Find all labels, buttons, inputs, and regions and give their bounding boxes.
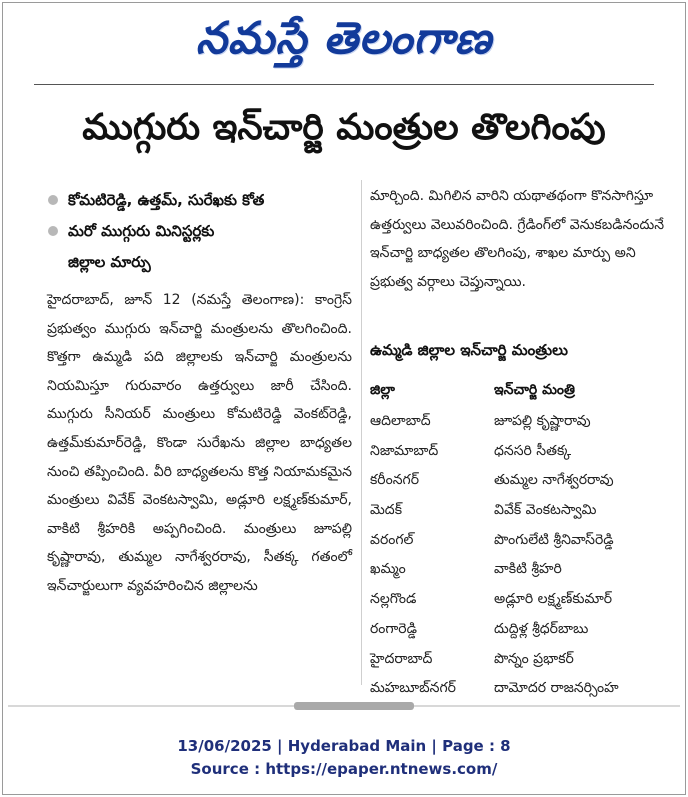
minister-cell: వివేక్‌ వెంకటస్వామి <box>494 502 597 519</box>
article-body-right-column: మార్చింది. మిగిలిన వారిని యథాతథంగా కొనసాగిస్తూ ఉత్తర్వులు వెలువరించింది. గ్రేడింగ్‌లో వెనుకబడినందునే ఇన్‌చార్జి బాధ్యతల తొలగింపు, శాఖల మార్పు అని ప్రభుత్వ వర్గాలు చెప్తున్నాయి. <box>370 188 665 290</box>
column-divider <box>361 180 362 685</box>
district-cell: కరీంనగర్‌ <box>370 472 419 489</box>
table-row <box>370 496 670 526</box>
minister-cell: జూపల్లి కృష్ణారావు <box>494 413 591 429</box>
newspaper-masthead: నమస్తే తెలంగాణ <box>195 13 493 64</box>
district-cell: నిజామాబాద్‌ <box>370 442 439 459</box>
horizontal-scrollbar[interactable] <box>8 700 680 712</box>
district-cell: వరంగల్‌ <box>370 531 414 548</box>
minister-cell: ధనసరి సీతక్క <box>494 442 572 459</box>
table-row <box>370 645 670 675</box>
minister-cell: దామోదర రాజనర్సింహ <box>494 680 619 697</box>
table-row <box>370 407 670 437</box>
minister-cell: అడ్లూరి లక్ష్మణ్‌కుమార్‌ <box>494 591 613 608</box>
minister-cell: దుద్దిళ్ల శ్రీధర్‌బాబు <box>494 620 589 637</box>
header-district: జిల్లా <box>370 382 395 398</box>
minister-cell: వాకిటి శ్రీహరి <box>494 561 562 578</box>
district-cell: మహబూబ్‌నగర్‌ <box>370 680 456 697</box>
subheadline-bullets <box>46 185 366 278</box>
district-cell: రంగారెడ్డి <box>370 620 417 637</box>
incharge-ministers-table <box>370 373 670 704</box>
article-body-left-column: హైదరాబాద్‌, జూన్‌ 12 (నమస్తే తెలంగాణ): కాంగ్రెస్‌ ప్రభుత్వం ముగ్గురు ఇన్‌చార్జి మంత్రులను తొలగించింది. కొత్తగా ఉమ్మడి పది జిల్లాలకు ఇన్‌చార్జి మంత్రులను నియమిస్తూ గురువారం ఉత్తర్వులు జారీ చేసింది. ముగ్గురు సీనియర్‌ మంత్రులు కోమటిరెడ్డి వెంకట్‌రెడ్డి, ఉత్తమ్‌కుమార్‌రెడ్డి, కొండా సురేఖను జిల్లాల బాధ్యతల నుంచి తప్పించింది. వీరి బాధ్యతలను కొత్త నియామకమైన మంత్రులు వివేక్‌ వెంకటస్వామి, అడ్లూరి లక్ష్మణ్‌కుమార్‌, వాకిటి శ్రీహరికి అప్పగించింది. మంత్రులు జూపల్లి కృష్ణారావు, తుమ్మల నాగేశ్వరరావు, సీతక్క గతంలో ఇన్‌చార్జులుగా వ్యవహరించిన జిల్లాలను <box>47 292 352 594</box>
table-row <box>370 526 670 556</box>
district-cell: ఆదిలాబాద్‌ <box>370 413 431 429</box>
bullet-text: జిల్లాల మార్పు <box>68 253 151 271</box>
edition-info: 13/06/2025 | Hyderabad Main | Page : 8 <box>177 737 511 755</box>
table-row <box>370 466 670 496</box>
bullet-item <box>46 185 366 216</box>
table-row <box>370 555 670 585</box>
source-link[interactable]: Source : https://epaper.ntnews.com/ <box>190 760 498 778</box>
table-row <box>370 437 670 467</box>
bullet-item <box>46 216 366 247</box>
minister-cell: తుమ్మల నాగేశ్వరరావు <box>494 472 614 489</box>
district-cell: నల్లగొండ <box>370 591 417 608</box>
article-headline: ముగ్గురు ఇన్‌చార్జి మంత్రుల తొలగింపు <box>82 107 606 148</box>
bullet-dot-icon <box>48 195 58 205</box>
bullet-text: మరో ముగ్గురు మినిస్టర్లకు <box>68 222 215 240</box>
district-cell: ఖమ్మం <box>370 561 406 578</box>
masthead-divider <box>34 84 654 85</box>
incharge-table-title: ఉమ్మడి జిల్లాల ఇన్‌చార్జి మంత్రులు <box>370 341 568 359</box>
district-cell: మెదక్‌ <box>370 502 403 519</box>
header-minister: ఇన్‌చార్జి మంత్రి <box>494 382 575 398</box>
scrollbar-thumb[interactable] <box>294 702 414 710</box>
minister-cell: పొన్నం ప్రభాకర్‌ <box>494 650 574 667</box>
table-header-row <box>370 373 670 407</box>
bullet-text: కోమటిరెడ్డి, ఉత్తమ్‌, సురేఖకు కోత <box>68 191 265 209</box>
district-cell: హైదరాబాద్‌ <box>370 650 433 667</box>
bullet-dot-icon <box>48 226 58 236</box>
table-row <box>370 585 670 615</box>
bullet-item-continued <box>46 247 366 278</box>
minister-cell: పొంగులేటి శ్రీనివాస్‌రెడ్డి <box>494 531 614 548</box>
table-row <box>370 615 670 645</box>
